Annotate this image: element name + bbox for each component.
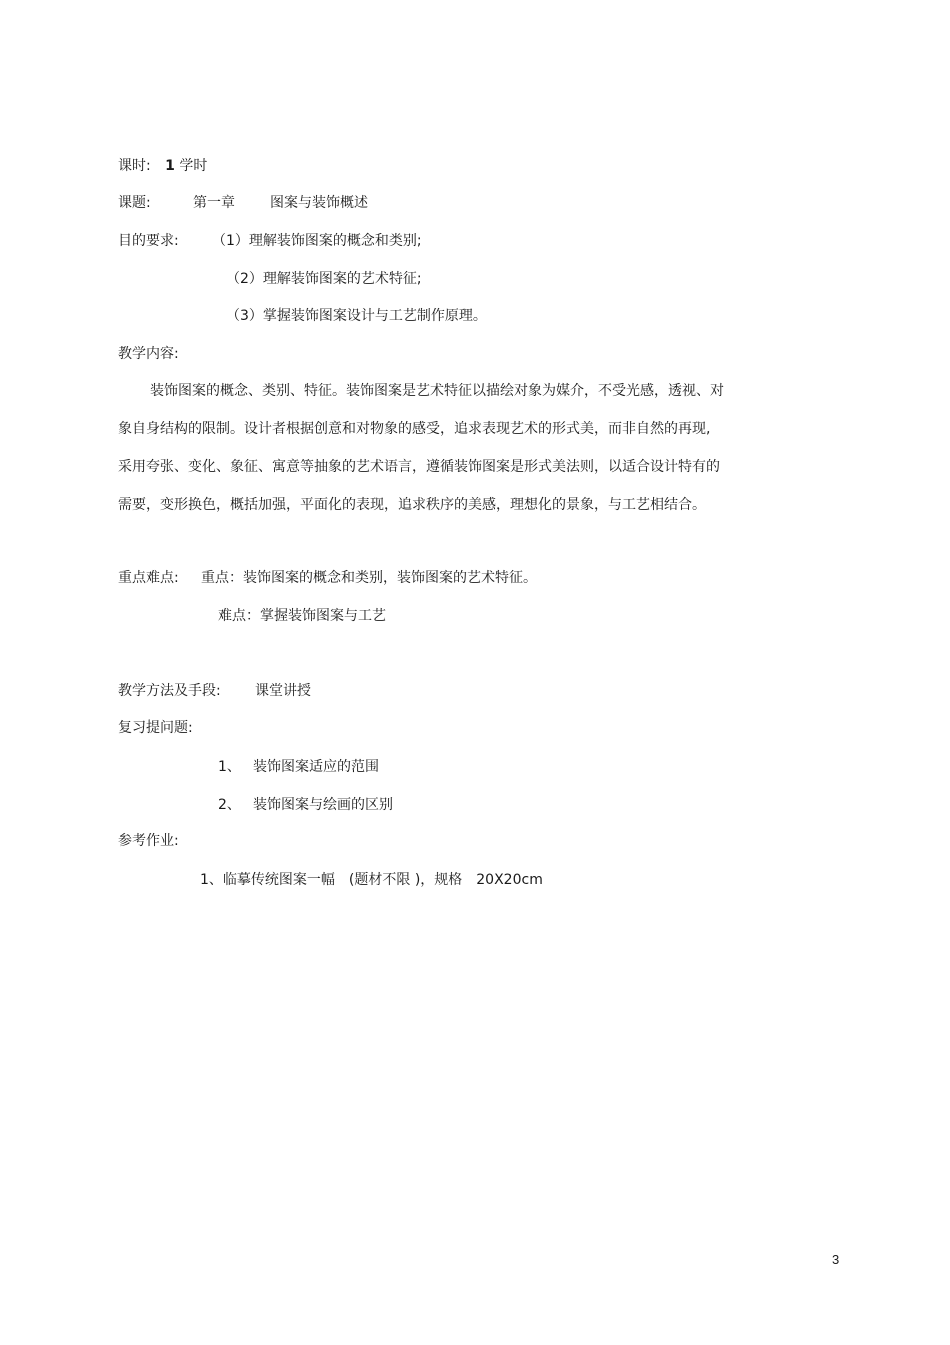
goal-item: （1）理解装饰图案的概念和类别; <box>212 233 422 249</box>
key-point: 重点：装饰图案的概念和类别，装饰图案的艺术特征。 <box>201 570 537 586</box>
topic-title: 图案与装饰概述 <box>270 195 368 211</box>
hours-unit: 学时 <box>179 158 208 174</box>
content-line: 装饰图案的概念、类别、特征。装饰图案是艺术特征以描绘对象为媒介，不受光感，透视、对 <box>150 383 724 399</box>
review-item-text: 装饰图案适应的范围 <box>253 759 379 775</box>
topic-chapter: 第一章 <box>193 195 235 211</box>
review-item-text: 装饰图案与绘画的区别 <box>253 797 393 813</box>
method-value: 课堂讲授 <box>255 683 311 699</box>
homework-item: 1、临摹传统图案一幅 (题材不限 )，规格 20X20cm <box>200 872 543 888</box>
homework-label: 参考作业: <box>118 833 179 849</box>
hours-row <box>118 157 207 175</box>
method-label: 教学方法及手段: <box>118 683 221 699</box>
content-label: 教学内容: <box>118 346 179 362</box>
content-line: 需要，变形换色，概括加强，平面化的表现，追求秩序的美感，理想化的景象，与工艺相结合。 <box>118 497 706 513</box>
hours-label: 课时: <box>118 158 151 174</box>
content-paragraph <box>118 372 778 524</box>
review-label: 复习提问题: <box>118 720 193 736</box>
key-label: 重点难点: <box>118 570 179 586</box>
review-item-number: 2、 <box>218 797 241 813</box>
page-number: 3 <box>832 1252 840 1267</box>
goal-item: （3）掌握装饰图案设计与工艺制作原理。 <box>226 308 487 324</box>
goals-label: 目的要求: <box>118 233 179 249</box>
content-line: 采用夸张、变化、象征、寓意等抽象的艺术语言，遵循装饰图案是形式美法则，以适合设计特有的 <box>118 459 720 475</box>
content-line: 象自身结构的限制。设计者根据创意和对物象的感受，追求表现艺术的形式美，而非自然的再现, <box>118 421 711 437</box>
goal-item: （2）理解装饰图案的艺术特征; <box>226 271 422 287</box>
topic-label: 课题: <box>118 195 151 211</box>
review-item-number: 1、 <box>218 759 241 775</box>
hours-number: 1 <box>165 158 175 174</box>
difficult-point: 难点：掌握装饰图案与工艺 <box>218 608 386 624</box>
